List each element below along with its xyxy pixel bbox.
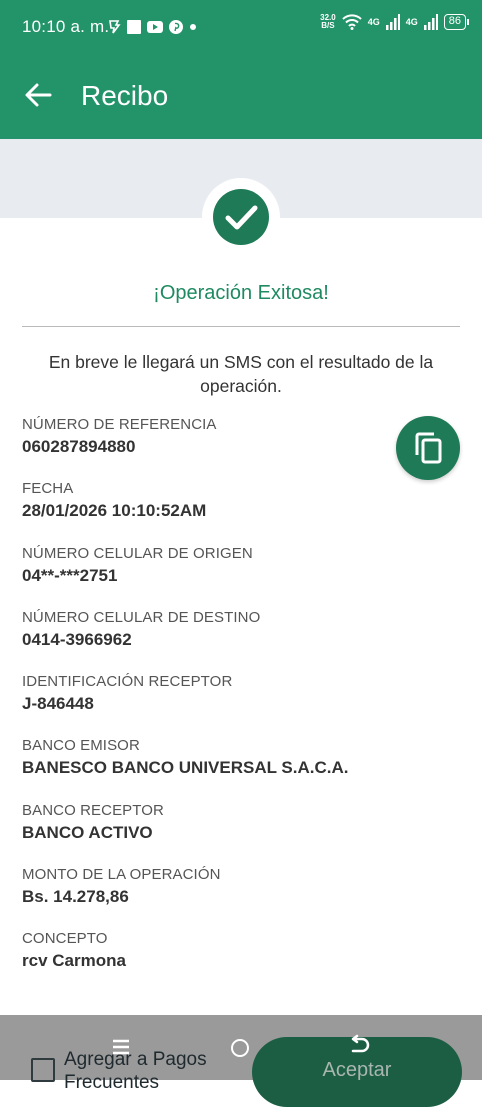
field-amount [22,866,382,907]
app-bar [0,55,482,139]
field-issuer-bank [22,737,462,778]
field-value: 04**-***2751 [22,566,118,585]
youtube-icon [147,20,163,34]
notification-icons [107,17,197,37]
field-receiver-id [22,673,382,714]
pinterest-icon [169,20,183,34]
home-icon[interactable] [231,1039,249,1057]
success-message: ¡Operación Exitosa! [153,282,329,304]
network-type-2: 4G [405,17,418,27]
square-app-icon [127,20,141,34]
field-reference [22,416,382,457]
recent-apps-icon[interactable] [111,1037,131,1057]
checkbox-label: Agregar a Pagos Frecuentes [64,1049,207,1093]
page-title: Recibo [81,80,169,111]
field-value: BANESCO BANCO UNIVERSAL S.A.C.A. [22,758,349,777]
field-label: NÚMERO DE REFERENCIA [22,416,217,433]
bottom-action-bar [0,1015,482,1093]
check-icon [213,189,269,245]
field-label: NÚMERO CELULAR DE DESTINO [22,609,261,626]
network-speed-value: 32.0 [320,13,336,22]
divider [22,326,460,327]
field-origin-phone [22,545,382,586]
notification-app-icon [107,19,121,35]
field-date [22,480,382,521]
battery-indicator: 86 [444,14,466,30]
status-right [320,14,466,30]
network-speed [320,14,336,30]
field-value: 28/01/2026 10:10:52AM [22,501,207,520]
frequent-payments-checkbox[interactable] [31,1058,55,1082]
field-value: 0414-3966962 [22,630,132,649]
network-type-1: 4G [367,17,380,27]
field-receiver-bank [22,802,382,843]
field-value: rcv Carmona [22,951,126,970]
system-back-icon[interactable] [349,1035,371,1057]
success-check-circle [213,189,269,245]
field-concept [22,930,382,971]
field-label: CONCEPTO [22,930,108,947]
copy-icon [396,416,460,480]
field-label: NÚMERO CELULAR DE ORIGEN [22,545,253,562]
wifi-icon [342,14,362,30]
field-value: 060287894880 [22,437,136,456]
field-value: J-846448 [22,694,94,713]
signal-icon-1 [386,14,400,30]
status-time: 10:10 a. m. [22,17,110,36]
field-value: Bs. 14.278,86 [22,887,129,906]
field-label: BANCO EMISOR [22,737,140,754]
network-speed-unit: B/S [321,21,335,30]
dot-icon [189,23,197,31]
field-label: FECHA [22,480,74,497]
field-label: MONTO DE LA OPERACIÓN [22,866,221,883]
accept-button[interactable]: Aceptar [252,1037,462,1107]
field-value: BANCO ACTIVO [22,823,153,842]
field-label: BANCO RECEPTOR [22,802,164,819]
status-bar [0,0,482,55]
copy-button[interactable] [396,416,460,480]
sms-notice: En breve le llegará un SMS con el resultado de la operación. [48,352,434,396]
signal-icon-2 [424,14,438,30]
field-label: IDENTIFICACIÓN RECEPTOR [22,673,233,690]
back-arrow-icon[interactable] [22,79,54,111]
field-destination-phone [22,609,382,650]
success-badge [202,178,280,256]
